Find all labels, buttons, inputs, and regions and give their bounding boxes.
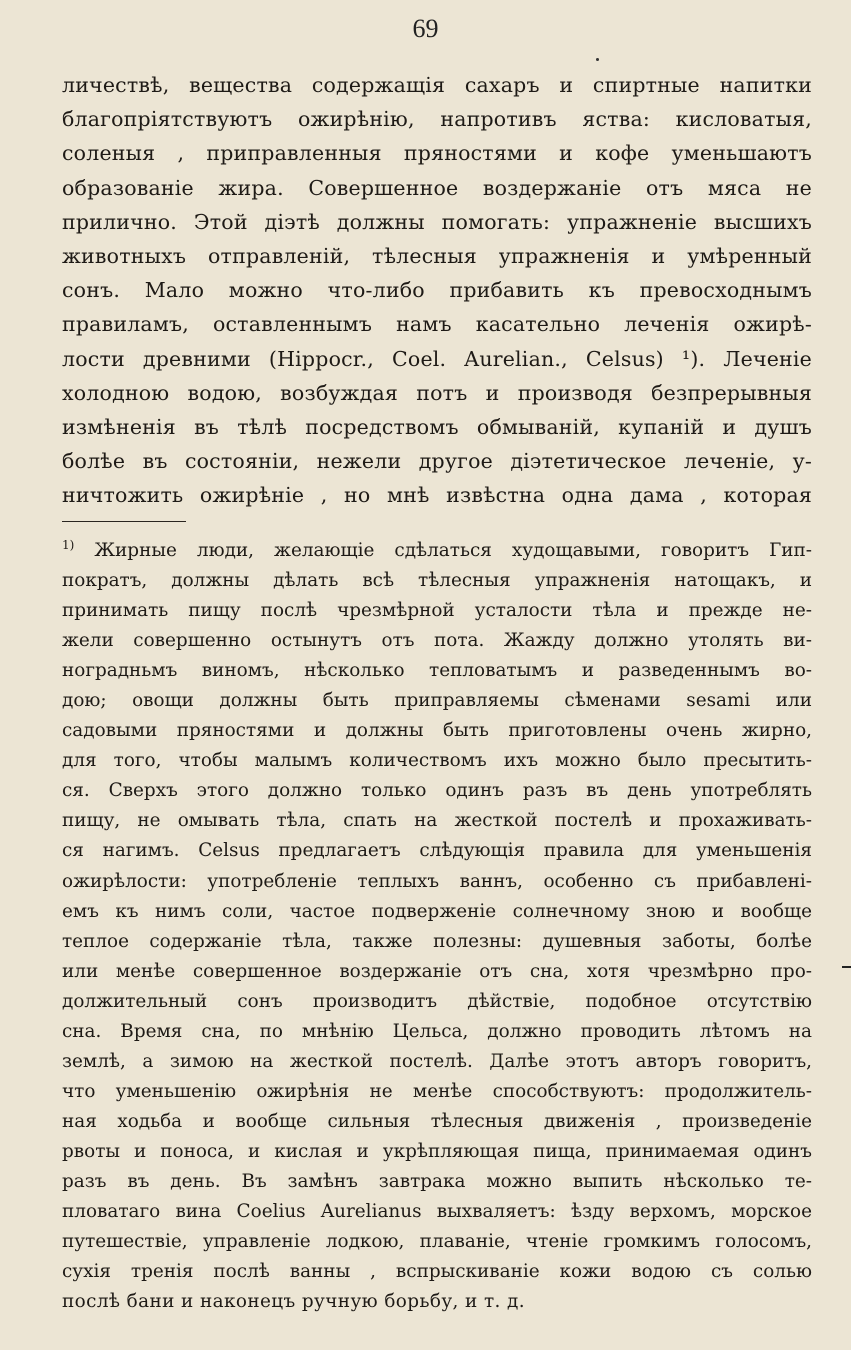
footnote-line: должительный сонъ производитъ дѣйствіе, подобное отсутствію bbox=[62, 990, 812, 1012]
footnote-line: пократъ, должны дѣлать всѣ тѣлесныя упражненія натощакъ, и bbox=[62, 570, 812, 592]
margin-mark bbox=[842, 966, 851, 968]
footnote-block bbox=[62, 536, 812, 1317]
main-text-line: лости древними (Hippocr., Coel. Aurelian., Celsus) ¹). Леченіе bbox=[62, 346, 812, 371]
footnote-line: послѣ бани и наконецъ ручную борьбу, и т. д. bbox=[62, 1291, 525, 1313]
footnote-line: сухія тренія послѣ ванны , вспрыскиваніе кожи водою съ солью bbox=[62, 1261, 812, 1283]
footnote-line-first bbox=[62, 536, 812, 566]
footnote-line: землѣ, а зимою на жесткой постелѣ. Далѣе этотъ авторъ говоритъ, bbox=[62, 1050, 812, 1072]
footnote-line: для того, чтобы малымъ количествомъ ихъ можно было пресытить- bbox=[62, 750, 812, 772]
footnote-line: дою; овощи должны быть приправляемы сѣменами sesami или bbox=[62, 690, 812, 712]
footnote-line: рвоты и поноса, и кислая и укрѣпляющая пища, принимаемая одинъ bbox=[62, 1140, 812, 1162]
main-text-line: благопріятствуютъ ожирѣнію, напротивъ яства: кисловатыя, bbox=[62, 107, 812, 132]
main-text-line: ничтожить ожирѣніе , но мнѣ извѣстна одна дама , которая bbox=[62, 483, 812, 508]
ink-speck bbox=[596, 58, 599, 61]
footnote-marker: 1) bbox=[62, 537, 75, 552]
main-text-block bbox=[62, 68, 812, 512]
footnote-line-text: Жирные люди, желающіе сдѣлаться худощавыми, говоритъ Гип- bbox=[94, 540, 812, 561]
main-text-line: измѣненія въ тѣлѣ посредствомъ обмываній, купаній и душъ bbox=[62, 414, 812, 439]
main-text-line: образованіе жира. Совершенное воздержаніе отъ мяса не bbox=[62, 175, 812, 200]
main-text-line: сонъ. Мало можно что-либо прибавить къ превосходнымъ bbox=[62, 278, 812, 303]
footnote-line: ная ходьба и вообще сильныя тѣлесныя движенія , произведеніе bbox=[62, 1110, 812, 1132]
footnote-line: садовыми пряностями и должны быть приготовлены очень жирно, bbox=[62, 720, 812, 742]
main-text-line: личествѣ, вещества содержащія сахаръ и спиртные напитки bbox=[62, 73, 812, 97]
footnote-line: ся. Сверхъ этого должно только одинъ разъ въ день употреблять bbox=[62, 780, 812, 802]
footnote-line: пловатаго вина Coelius Aurelianus выхваляетъ: ѣзду верхомъ, морское bbox=[62, 1201, 812, 1223]
footnote-line: сна. Время сна, по мнѣнію Цельса, должно проводить лѣтомъ на bbox=[62, 1020, 812, 1042]
main-text-line: правиламъ, оставленнымъ намъ касательно леченія ожирѣ- bbox=[62, 312, 812, 337]
main-text-line: болѣе въ состояніи, нежели другое діэтетическое леченіе, у- bbox=[62, 449, 812, 474]
footnote-line: ноградньмъ виномъ, нѣсколько тепловатымъ и разведеннымъ во- bbox=[62, 660, 812, 682]
footnote-line: или менѣе совершенное воздержаніе отъ сна, хотя чрезмѣрно про- bbox=[62, 960, 812, 982]
page-number: 69 bbox=[412, 14, 439, 43]
footnote-line: пищу, не омывать тѣла, спать на жесткой постелѣ и прохаживать- bbox=[62, 810, 812, 832]
footnote-line: разъ въ день. Въ замѣнъ завтрака можно выпить нѣсколько те- bbox=[62, 1170, 812, 1192]
main-text-line: животныхъ отправленій, тѣлесныя упражненія и умѣренный bbox=[62, 243, 812, 268]
footnote-line: что уменьшенію ожирѣнія не менѣе способствуютъ: продолжитель- bbox=[62, 1080, 812, 1102]
footnote-line: путешествіе, управленіе лодкою, плаваніе, чтеніе громкимъ голосомъ, bbox=[62, 1231, 812, 1253]
footnote-line: емъ къ нимъ соли, частое подверженіе солнечному зною и вообще bbox=[62, 900, 812, 922]
footnote-line: ожирѣлости: употребленіе теплыхъ ваннъ, особенно съ прибавлені- bbox=[62, 870, 812, 892]
main-text-line: прилично. Этой діэтѣ должны помогать: упражненіе высшихъ bbox=[62, 209, 812, 234]
footnote-line: принимать пищу послѣ чрезмѣрной усталости тѣла и прежде не- bbox=[62, 600, 812, 622]
main-text-line: холодною водою, возбуждая потъ и производя безпрерывныя bbox=[62, 380, 812, 405]
footnote-line: жели совершенно остынутъ отъ пота. Жажду должно утолять ви- bbox=[62, 630, 812, 652]
footnote-line: теплое содержаніе тѣла, также полезны: душевныя заботы, болѣе bbox=[62, 930, 812, 952]
main-text-line: соленыя , приправленныя пряностями и кофе уменьшаютъ bbox=[62, 141, 812, 166]
footnote-line: ся нагимъ. Celsus предлагаетъ слѣдующія правила для уменьшенія bbox=[62, 840, 812, 862]
footnote-separator-rule bbox=[62, 521, 186, 522]
